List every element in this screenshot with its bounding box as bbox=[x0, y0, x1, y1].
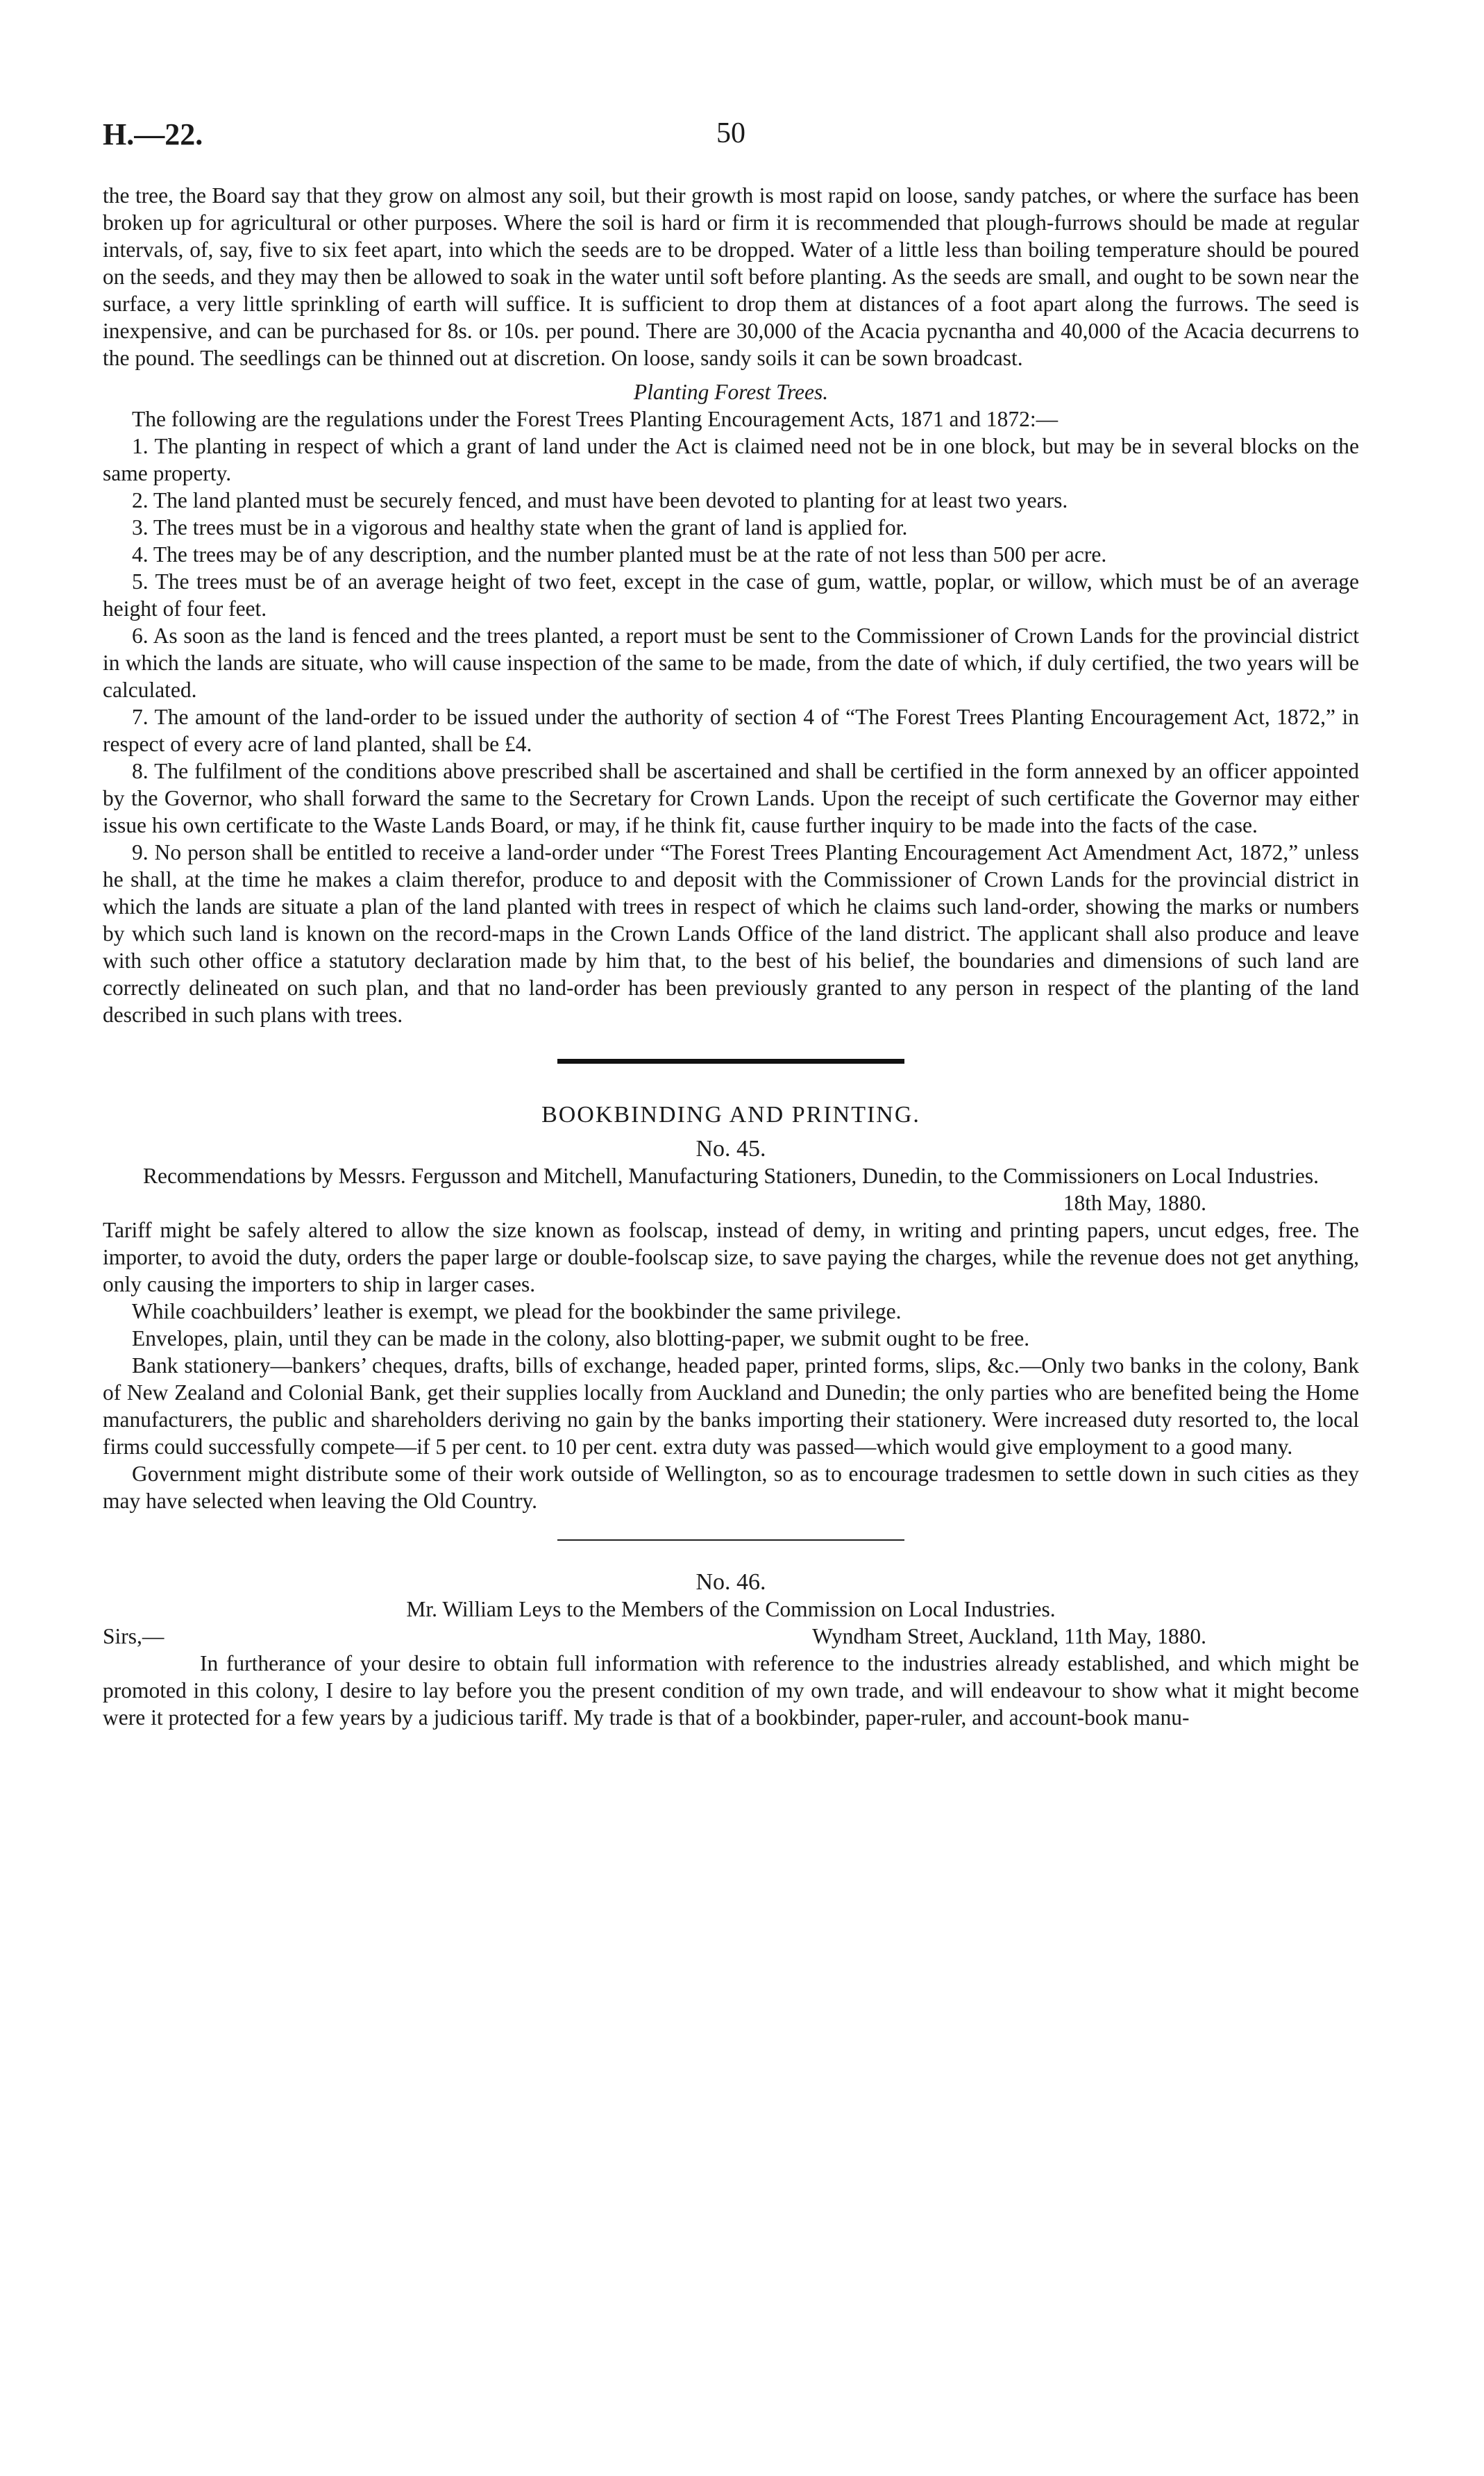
page-number: 50 bbox=[716, 117, 745, 149]
planting-rule: 7. The amount of the land-order to be issued under the authority of section 4 of “The Forest Trees Planting Encouragement Act, 1872,” in respect of every acre of land planted, shall be £4. bbox=[103, 705, 1359, 756]
bookbinding-body bbox=[103, 1216, 1359, 1514]
section-divider-thin bbox=[557, 1539, 904, 1541]
body-paragraph: Tariff might be safely altered to allow the size known as foolscap, instead of demy, in writing and printing papers, uncut edges, free. The importer, to avoid the duty, orders the paper large or double-foolscap size, to save paying the charges, while the revenue does not get anything, only causing the importers to ship in larger cases. bbox=[103, 1218, 1359, 1296]
letter-title: Mr. William Leys to the Members of the Commission on Local Industries. bbox=[406, 1597, 1056, 1621]
body-paragraph: Government might distribute some of their work outside of Wellington, so as to encourage tradesmen to settle down in such cities as they may have selected when leaving the Old Country. bbox=[103, 1462, 1359, 1513]
body-paragraph: Bank stationery—bankers’ cheques, drafts, bills of exchange, headed paper, printed forms, slips, &c.—Only two banks in the colony, Bank of New Zealand and Colonial Bank, get their supplies locally from Auckland and Dunedin; the only parties who are benefited being the Home manufacturers, the public and shareholders deriving no gain by the banks importing their stationery. Were increased duty resorted to, the local firms could successfully compete—if 5 per cent. to 10 per cent. extra duty was passed—which would give employment to a good many. bbox=[103, 1353, 1359, 1459]
document-reference: H.—22. bbox=[103, 117, 203, 151]
planting-rule: 1. The planting in respect of which a grant of land under the Act is claimed need not be in one block, but may be in several blocks on the same property. bbox=[103, 434, 1359, 485]
intro-paragraph: the tree, the Board say that they grow on almost any soil, but their growth is most rapid on loose, sandy patches, or where the surface has been broken up for agricultural or other purposes. Where the soil is hard or firm it is recommended that plough-furrows should be made at regular intervals, of, say, five to six feet apart, into which the seeds are to be dropped. Water of a little less than boiling temperature should be poured on the seeds, and they may then be allowed to soak in the water until soft before planting. As the seeds are small, and ought to be sown near the surface, a very little sprinkling of earth will suffice. It is sufficient to drop them at distances of a foot apart along the furrows. The seed is inexpensive, and can be purchased for 8s. or 10s. per pound. There are 30,000 of the Acacia pycnantha and 40,000 of the Acacia decurrens to the pound. The seedlings can be thinned out at discretion. On loose, sandy soils it can be sown broadcast. bbox=[103, 183, 1359, 370]
salutation: Sirs,— bbox=[103, 1624, 165, 1648]
section-number: No. 45. bbox=[695, 1136, 766, 1162]
letter-number: No. 46. bbox=[695, 1569, 766, 1595]
salutation-line bbox=[103, 1623, 1359, 1650]
planting-rule: 3. The trees must be in a vigorous and healthy state when the grant of land is applied for. bbox=[132, 515, 908, 539]
bookbinding-heading: BOOKBINDING AND PRINTING. bbox=[541, 1102, 920, 1128]
body-paragraph: While coachbuilders’ leather is exempt, we plead for the bookbinder the same privilege. bbox=[132, 1299, 902, 1323]
planting-rule: 5. The trees must be of an average height of two feet, except in the case of gum, wattle, poplar, or willow, which must be of an average height of four feet. bbox=[103, 569, 1359, 621]
planting-rule: 4. The trees may be of any description, and the number planted must be at the rate of not less than 500 per acre. bbox=[132, 542, 1107, 567]
page-header bbox=[103, 117, 1359, 158]
planting-rule: 9. No person shall be entitled to receive a land-order under “The Forest Trees Planting Encouragement Act Amendment Act, 1872,” unless he shall, at the time he makes a claim therefor, produce to and deposit with the Commissioner of Crown Lands for the provincial district in which the lands are situate a plan of the land planted with trees in respect of which he claims such land-order, showing the marks or numbers by which such land is known on the record-maps in the Crown Lands Office of the land district. The applicant shall also produce and leave with such other office a statutory declaration made by him that, to the best of his belief, the boundaries and dimensions of such land are correctly delineated on such plan, and that no land-order has been previously granted to any person in respect of the planting of the land described in such plans with trees. bbox=[103, 840, 1359, 1027]
planting-rule: 2. The land planted must be securely fenced, and must have been devoted to planting for at least two years. bbox=[132, 488, 1068, 512]
letter-address: Wyndham Street, Auckland, 11th May, 1880. bbox=[812, 1624, 1206, 1648]
text-column bbox=[103, 182, 1359, 1731]
recommendation-title: Recommendations by Messrs. Fergusson and Mitchell, Manufacturing Stationers, Dunedin, to the Commissioners on Local Industries. bbox=[142, 1164, 1319, 1188]
planting-section-title: Planting Forest Trees. bbox=[633, 380, 829, 404]
letter-body: In furtherance of your desire to obtain full information with reference to the industries already established, and which might be promoted in this colony, I desire to lay before you the present condition of my own trade, and will endeavour to show what it might become were it protected for a few years by a judicious tariff. My trade is that of a bookbinder, paper-ruler, and account-book manu- bbox=[103, 1651, 1359, 1730]
planting-rule: 6. As soon as the land is fenced and the trees planted, a report must be sent to the Commissioner of Crown Lands for the provincial district in which the lands are situate, who will cause inspection of the same to be made, from the date of which, if duly certified, the two years will be calculated. bbox=[103, 624, 1359, 702]
section-divider bbox=[557, 1059, 904, 1064]
planting-rule: 8. The fulfilment of the conditions above prescribed shall be ascertained and shall be certified in the form annexed by an officer appointed by the Governor, who shall forward the same to the Secretary for Crown Lands. Upon the receipt of such certificate the Governor may either issue his own certificate to the Waste Lands Board, or may, if he think fit, cause further inquiry to be made into the facts of the case. bbox=[103, 759, 1359, 837]
planting-rules-list bbox=[103, 433, 1359, 1028]
planting-intro: The following are the regulations under the Forest Trees Planting Encouragement Acts, 1871 and 1872:— bbox=[132, 407, 1059, 431]
letter-date: 18th May, 1880. bbox=[1063, 1191, 1206, 1215]
body-paragraph: Envelopes, plain, until they can be made in the colony, also blotting-paper, we submit ought to be free. bbox=[132, 1326, 1030, 1350]
